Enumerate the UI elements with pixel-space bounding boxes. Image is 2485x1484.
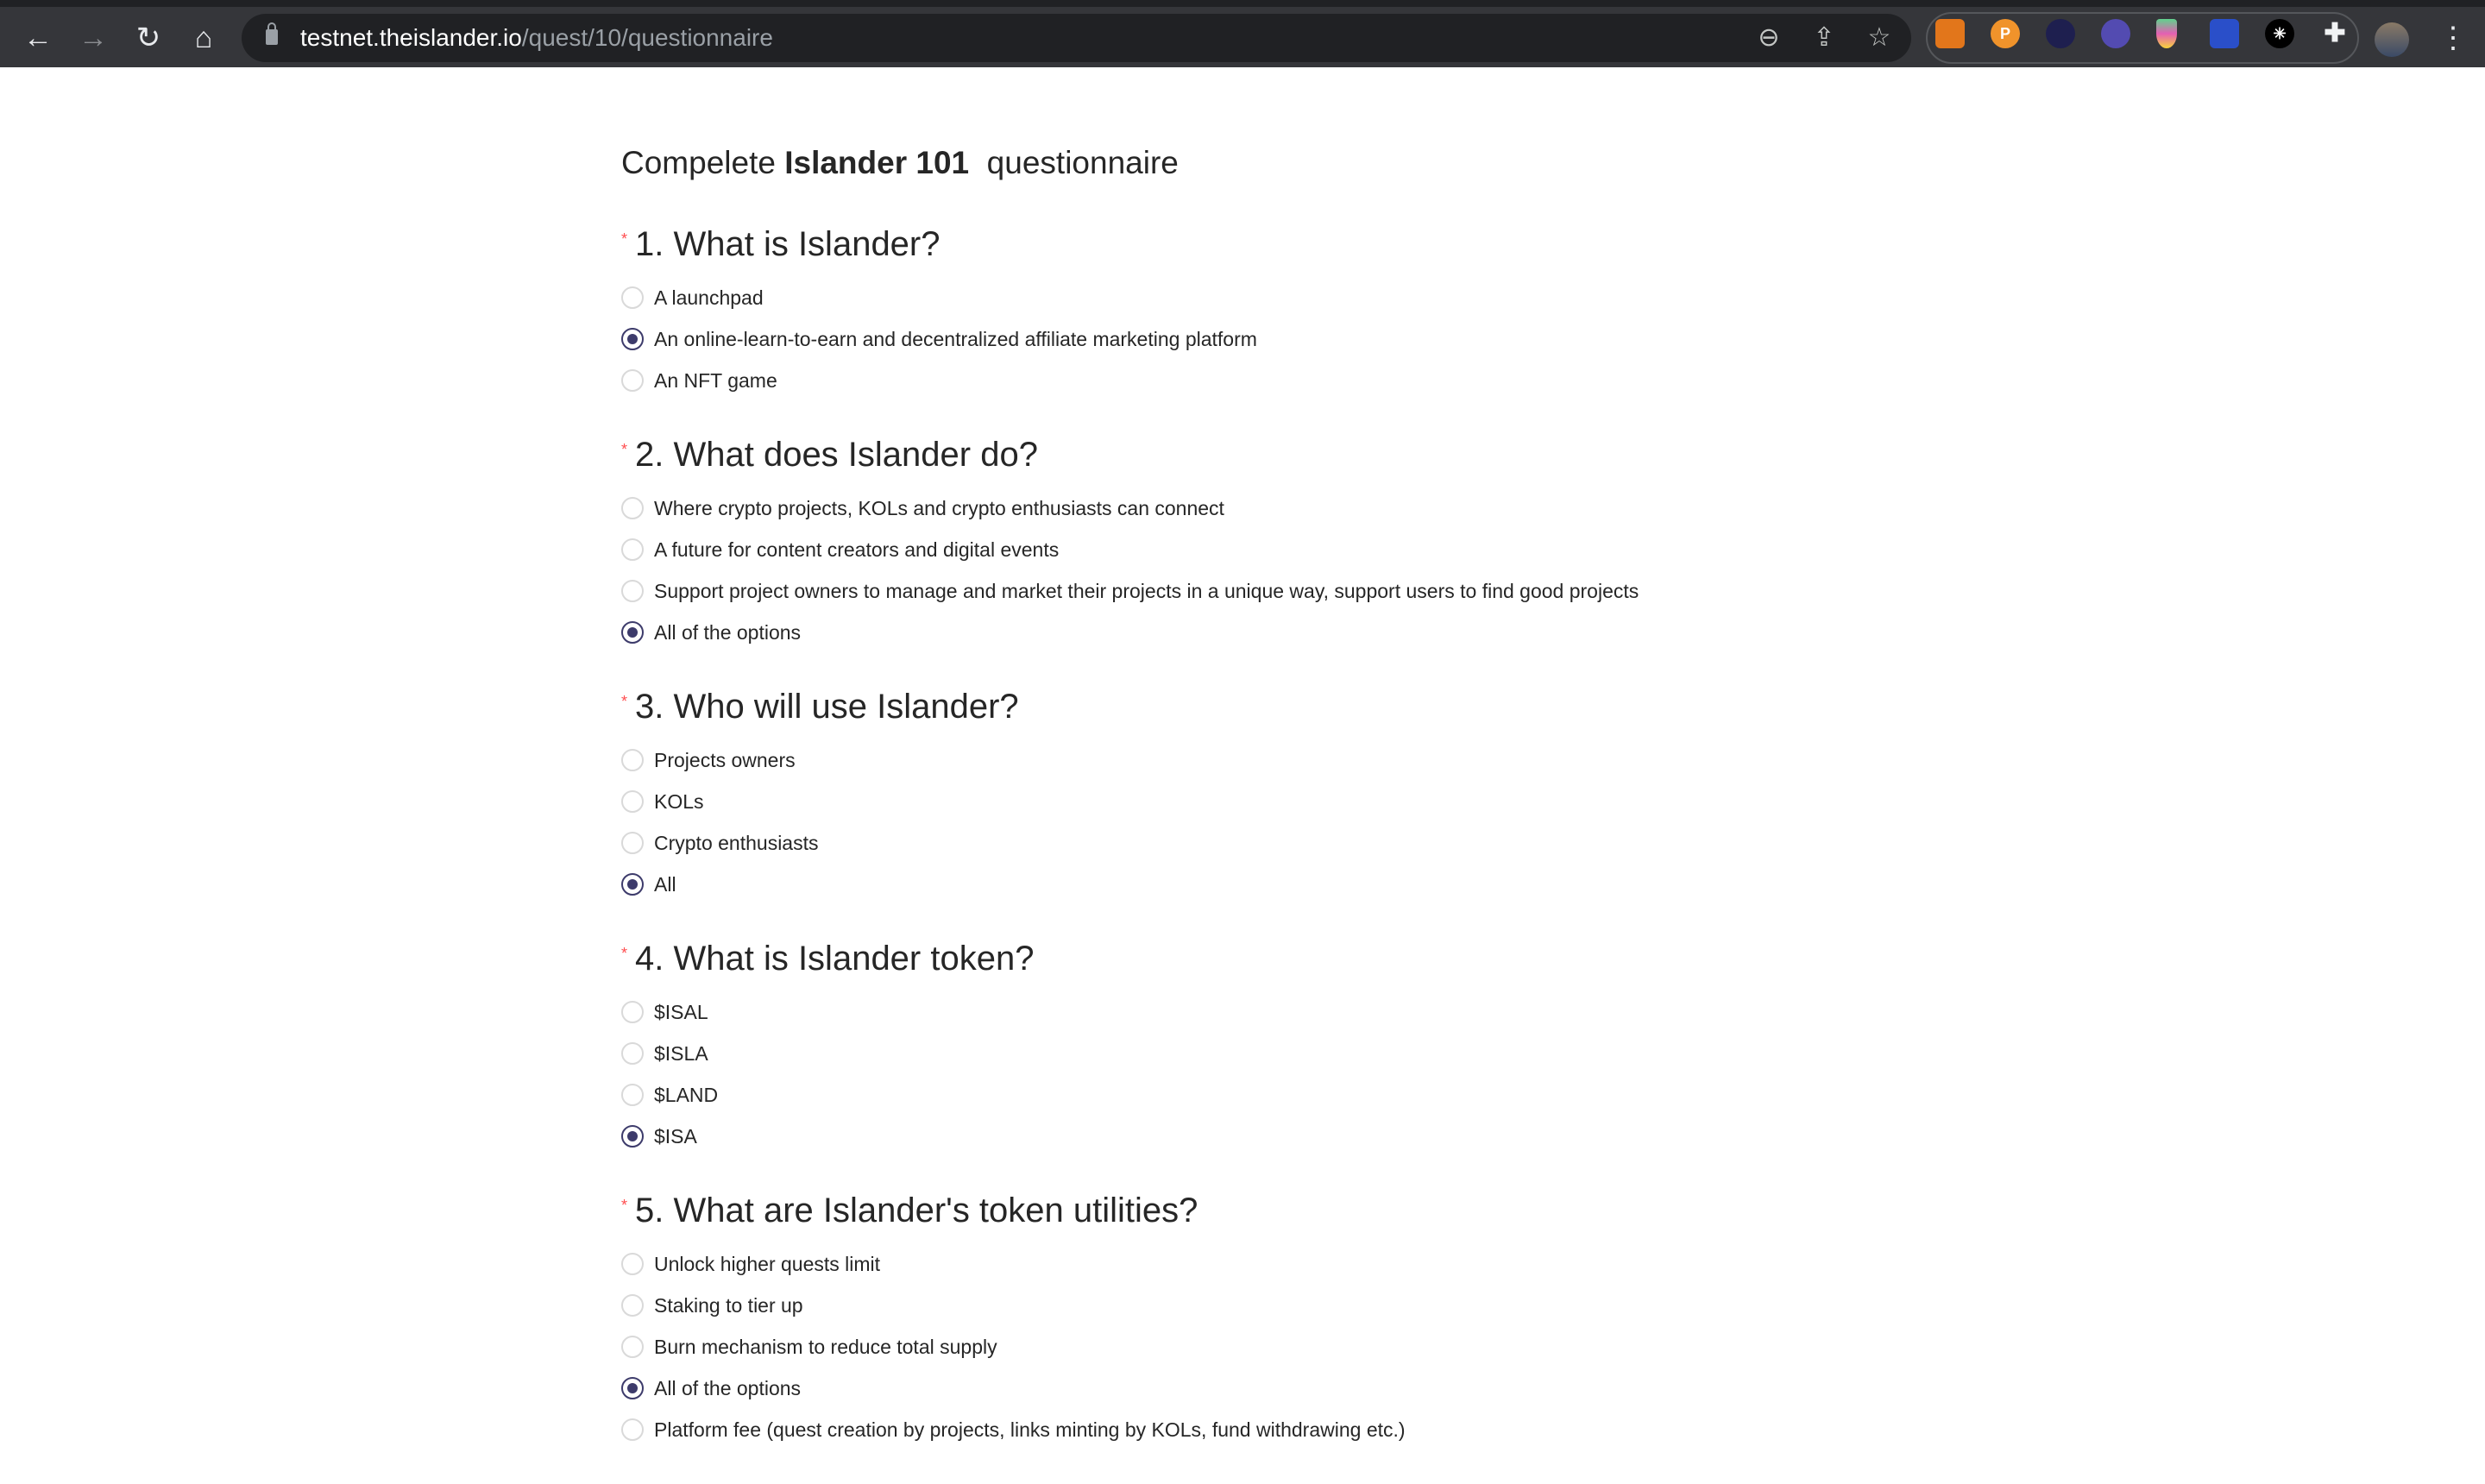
question-block	[621, 218, 1829, 401]
page-title	[621, 141, 1829, 185]
radio-option[interactable]	[621, 612, 1829, 653]
questionnaire	[621, 141, 1829, 1478]
title-text: Compelete	[621, 145, 785, 180]
option-label: $ISAL	[654, 1000, 708, 1023]
option-label: A future for content creators and digital events	[654, 538, 1060, 561]
radio-option[interactable]	[621, 487, 1829, 529]
question-text: 3. Who will use Islander?	[635, 688, 1019, 726]
bookmark-star-icon[interactable]: ☆	[1867, 23, 1891, 52]
title-text: questionnaire	[969, 145, 1179, 180]
extension-icon[interactable]	[2046, 19, 2075, 48]
question-label	[621, 429, 1829, 481]
radio-option[interactable]	[621, 1074, 1829, 1116]
question-block	[621, 681, 1829, 905]
question-block	[621, 933, 1829, 1157]
question-text: 5. What are Islander's token utilities?	[635, 1192, 1198, 1229]
required-mark: *	[621, 441, 628, 458]
option-label: All	[654, 872, 676, 896]
option-label: $ISA	[654, 1124, 697, 1148]
option-label: Projects owners	[654, 748, 796, 771]
radio-button[interactable]	[621, 1418, 644, 1441]
radio-option[interactable]	[621, 1409, 1829, 1450]
required-mark: *	[621, 230, 628, 248]
radio-option[interactable]	[621, 277, 1829, 318]
question-text: 1. What is Islander?	[635, 225, 941, 263]
radio-option[interactable]	[621, 822, 1829, 864]
option-label: All of the options	[654, 620, 802, 644]
share-icon[interactable]: ⇪	[1813, 23, 1835, 52]
question-block	[621, 1185, 1829, 1450]
extension-icon[interactable]	[2210, 19, 2239, 48]
radio-option[interactable]	[621, 360, 1829, 401]
radio-button[interactable]	[621, 1084, 644, 1106]
option-label: Staking to tier up	[654, 1293, 803, 1317]
required-mark: *	[621, 945, 628, 962]
home-icon[interactable]: ⌂	[194, 22, 213, 54]
question-label	[621, 1185, 1829, 1236]
question-text: 2. What does Islander do?	[635, 436, 1038, 474]
polkadot-icon[interactable]: P	[1991, 19, 2020, 48]
option-label: KOLs	[654, 789, 704, 813]
radio-option[interactable]	[621, 1116, 1829, 1157]
option-label: Burn mechanism to reduce total supply	[654, 1335, 997, 1358]
option-label: $LAND	[654, 1083, 719, 1106]
radio-button[interactable]	[621, 1294, 644, 1317]
option-label: Platform fee (quest creation by projects, links minting by KOLs, fund withdrawing etc.)	[654, 1418, 1406, 1441]
radio-button[interactable]	[621, 328, 644, 350]
stacks-icon[interactable]: ✳	[2265, 19, 2294, 48]
option-label: An NFT game	[654, 368, 777, 392]
url-path: /quest/10/questionnaire	[521, 24, 773, 51]
forward-icon[interactable]: →	[79, 22, 108, 54]
radio-button[interactable]	[621, 286, 644, 309]
radio-option[interactable]	[621, 781, 1829, 822]
radio-option[interactable]	[621, 864, 1829, 905]
radio-option[interactable]	[621, 529, 1829, 570]
radio-button[interactable]	[621, 873, 644, 896]
lock-icon[interactable]	[266, 29, 278, 45]
radio-button[interactable]	[621, 538, 644, 561]
option-label: Support project owners to manage and market their projects in a unique way, support users to find good projects	[654, 579, 1639, 602]
radio-option[interactable]	[621, 991, 1829, 1033]
url-text[interactable]	[300, 14, 773, 62]
radio-option[interactable]	[621, 570, 1829, 612]
browser-toolbar	[0, 0, 2485, 67]
radio-button[interactable]	[621, 1001, 644, 1023]
avatar[interactable]	[2375, 22, 2409, 57]
required-mark: *	[621, 693, 628, 710]
menu-icon[interactable]: ⋮	[2438, 22, 2468, 54]
radio-button[interactable]	[621, 580, 644, 602]
extension-icon[interactable]	[2156, 19, 2177, 48]
radio-button[interactable]	[621, 1253, 644, 1275]
radio-option[interactable]	[621, 1033, 1829, 1074]
radio-option[interactable]	[621, 1326, 1829, 1368]
puzzle-icon[interactable]: ✚	[2324, 19, 2346, 47]
option-label: Where crypto projects, KOLs and crypto enthusiasts can connect	[654, 496, 1224, 519]
radio-button[interactable]	[621, 790, 644, 813]
metamask-icon[interactable]	[1935, 19, 1965, 48]
radio-button[interactable]	[621, 1336, 644, 1358]
radio-option[interactable]	[621, 1368, 1829, 1409]
option-label: Unlock higher quests limit	[654, 1252, 881, 1275]
question-block	[621, 429, 1829, 653]
title-quest-name: Islander 101	[784, 145, 970, 180]
question-label	[621, 933, 1829, 984]
back-icon[interactable]: ←	[23, 22, 53, 54]
radio-option[interactable]	[621, 1243, 1829, 1285]
question-label	[621, 681, 1829, 733]
radio-button[interactable]	[621, 369, 644, 392]
question-list	[621, 218, 1829, 1450]
radio-option[interactable]	[621, 739, 1829, 781]
radio-button[interactable]	[621, 832, 644, 854]
radio-button[interactable]	[621, 497, 644, 519]
option-label: $ISLA	[654, 1041, 708, 1065]
reload-icon[interactable]: ↻	[135, 22, 161, 54]
option-label: Crypto enthusiasts	[654, 831, 819, 854]
url-host: testnet.theislander.io	[300, 24, 522, 51]
option-label: All of the options	[654, 1376, 802, 1399]
radio-button[interactable]	[621, 1377, 644, 1399]
option-label: A launchpad	[654, 286, 764, 309]
radio-button[interactable]	[621, 1125, 644, 1148]
zoom-icon[interactable]: ⊖	[1758, 23, 1780, 52]
address-bar[interactable]	[242, 14, 1911, 62]
question-label	[621, 218, 1829, 270]
option-label: An online-learn-to-earn and decentralized affiliate marketing platform	[654, 327, 1257, 350]
question-text: 4. What is Islander token?	[635, 940, 1035, 978]
radio-option[interactable]	[621, 1285, 1829, 1326]
radio-option[interactable]	[621, 318, 1829, 360]
radio-button[interactable]	[621, 749, 644, 771]
radio-button[interactable]	[621, 621, 644, 644]
radio-button[interactable]	[621, 1042, 644, 1065]
phantom-icon[interactable]	[2101, 19, 2130, 48]
required-mark: *	[621, 1197, 628, 1214]
